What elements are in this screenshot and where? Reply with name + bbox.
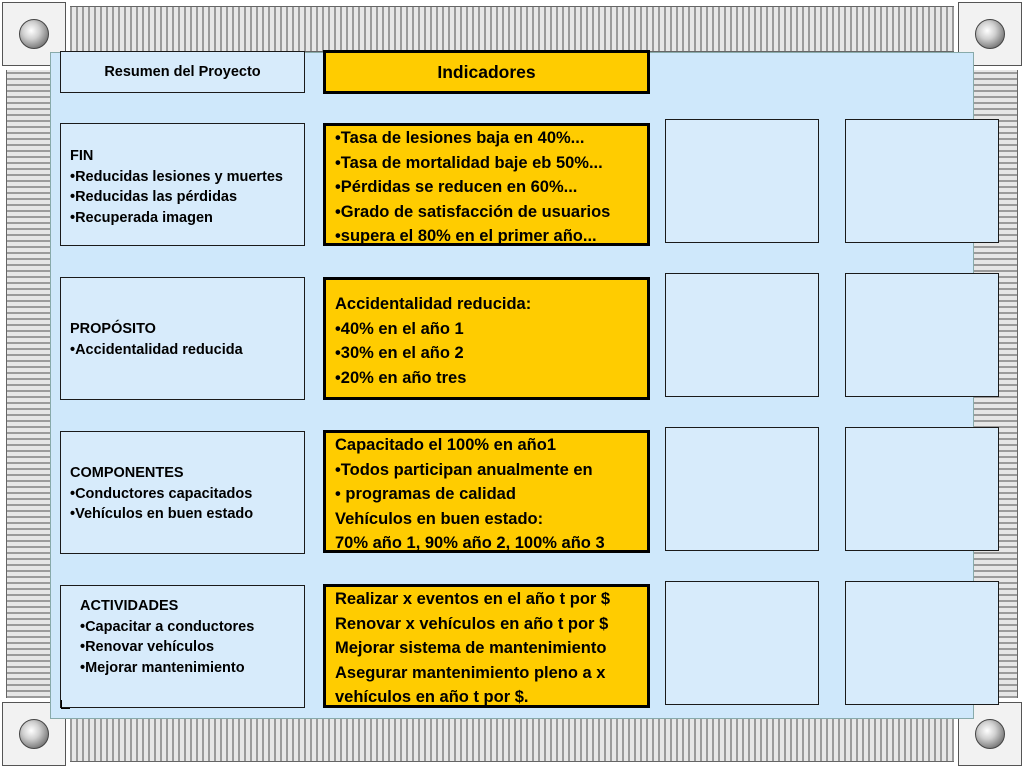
- empty-cell: [845, 427, 999, 551]
- frame-bottom-stripe: [70, 716, 954, 762]
- indicator-line: Realizar x eventos en el año t por $: [335, 590, 611, 608]
- summary-line: •Conductores capacitados: [70, 485, 253, 502]
- empty-cell: [665, 581, 819, 705]
- rivet-icon: [975, 19, 1005, 49]
- rivet-icon: [975, 719, 1005, 749]
- indicator-line: • programas de calidad: [335, 485, 516, 503]
- summary-line: •Reducidas lesiones y muertes: [70, 168, 283, 185]
- summary-line: •Accidentalidad reducida: [70, 341, 243, 358]
- summary-line: •Capacitar a conductores: [80, 618, 255, 635]
- indicator-line: •20% en año tres: [335, 368, 467, 387]
- summary-line: •Vehículos en buen estado: [70, 506, 254, 522]
- rivet-icon: [19, 19, 49, 49]
- indicator-line: Accidentalidad reducida:: [335, 295, 532, 313]
- summary-line: COMPONENTES: [70, 465, 184, 481]
- indicator-line: •30% en el año 2: [335, 344, 464, 362]
- indicator-line: vehículos en año t por $.: [335, 688, 529, 706]
- frame-top-stripe: [70, 6, 954, 52]
- indicator-line: •Tasa de mortalidad baje eb 50%...: [335, 153, 603, 172]
- indicator-line: Vehículos en buen estado:: [335, 509, 544, 528]
- indicator-box-fin: [323, 123, 650, 246]
- indicator-line: •Todos participan anualmente en: [335, 460, 593, 479]
- indicator-line: 70% año 1, 90% año 2, 100% año 3: [335, 534, 605, 552]
- summary-box-componentes: [60, 431, 305, 554]
- empty-cell: [665, 273, 819, 397]
- summary-line: FIN: [70, 148, 94, 164]
- indicator-line: Asegurar mantenimiento pleno a x: [335, 663, 606, 682]
- indicator-line: •supera el 80% en el primer año...: [335, 227, 597, 245]
- summary-box-proposito: [60, 277, 305, 400]
- summary-line: PROPÓSITO: [70, 321, 156, 337]
- indicator-line: Mejorar sistema de mantenimiento: [335, 639, 607, 657]
- indicator-line: •Grado de satisfacción de usuarios: [335, 202, 611, 221]
- frame-left-stripe: [6, 70, 52, 698]
- rivet-icon: [19, 719, 49, 749]
- summary-box-fin: [60, 123, 305, 246]
- empty-cell: [845, 273, 999, 397]
- indicator-line: Renovar x vehículos en año t por $: [335, 614, 609, 633]
- summary-box-actividades: [60, 585, 305, 708]
- summary-line: •Reducidas las pérdidas: [70, 189, 238, 205]
- empty-cell: [665, 119, 819, 243]
- indicator-line: •Tasa de lesiones baja en 40%...: [335, 129, 585, 147]
- indicator-line: •40% en el año 1: [335, 319, 464, 338]
- empty-cell: [845, 581, 999, 705]
- summary-line: •Mejorar mantenimiento: [80, 659, 245, 676]
- empty-cell: [845, 119, 999, 243]
- summary-line: ACTIVIDADES: [80, 598, 179, 614]
- summary-line: •Recuperada imagen: [70, 209, 213, 226]
- corner-tick-mark: [61, 700, 70, 709]
- indicator-box-componentes: [323, 430, 650, 553]
- indicator-box-proposito: [323, 277, 650, 400]
- header-project-summary: Resumen del Proyecto: [60, 51, 305, 93]
- header-indicators: Indicadores: [323, 50, 650, 94]
- indicator-box-actividades: [323, 584, 650, 708]
- summary-line: •Renovar vehículos: [80, 639, 215, 655]
- empty-cell: [665, 427, 819, 551]
- indicator-line: Capacitado el 100% en año1: [335, 436, 557, 454]
- indicator-line: •Pérdidas se reducen en 60%...: [335, 178, 578, 196]
